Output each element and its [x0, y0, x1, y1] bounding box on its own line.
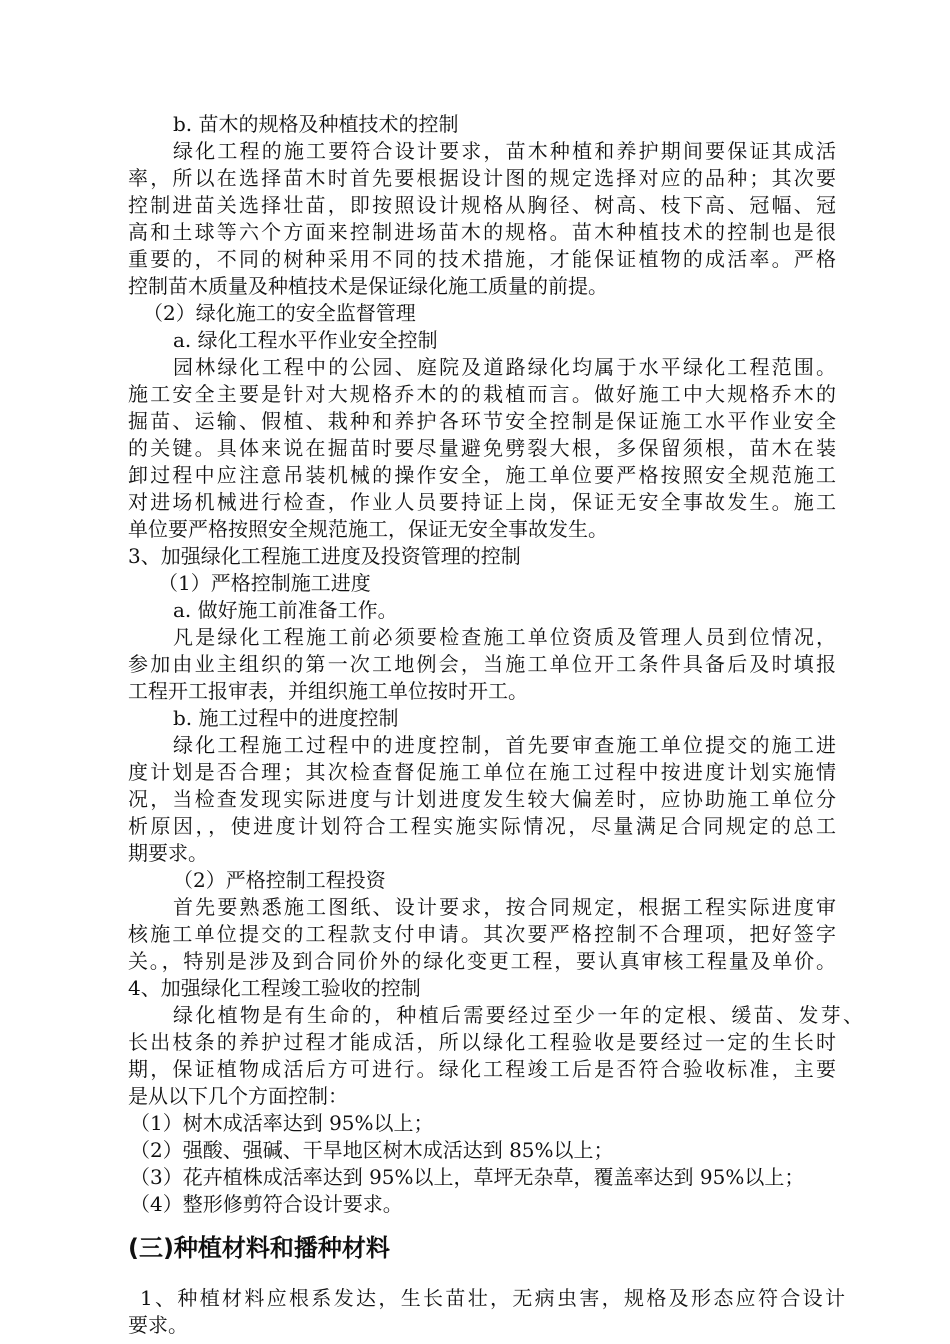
list-item: （4）整形修剪符合设计要求。: [130, 1192, 403, 1216]
paragraph-line: 期要求。: [128, 841, 208, 865]
paragraph-line: 析原因，，使进度计划符合工程实施实际情况，尽量满足合同规定的总工: [128, 814, 836, 838]
paragraph-line: 要求。: [128, 1313, 188, 1337]
paragraph-line: 施工安全主要是针对大规格乔木的的栽植而言。做好施工中大规格乔木的: [128, 382, 836, 406]
paragraph-line: 参加由业主组织的第一次工地例会，当施工单位开工条件具备后及时填报: [128, 652, 836, 676]
list-item: （2）强酸、强碱、干旱地区树木成活达到 85%以上；: [130, 1138, 614, 1162]
subheading-2-safety: （2）绿化施工的安全监督管理: [143, 301, 416, 325]
paragraph-line: 的关键。具体来说在掘苗时要尽量避免劈裂大根，多保留须根，苗木在装: [128, 436, 836, 460]
subheading-a-preparation: a. 做好施工前准备工作。: [173, 598, 398, 622]
paragraph-line: 关。，特别是涉及到合同价外的绿化变更工程，要认真审核工程量及单价。: [128, 949, 836, 973]
paragraph-line: 高和土球等六个方面来控制进场苗木的规格。苗木种植技术的控制也是很: [128, 220, 836, 244]
paragraph-line: 首先要熟悉施工图纸、设计要求，按合同规定，根据工程实际进度审: [173, 895, 836, 919]
list-item: （3）花卉植株成活率达到 95%以上，草坪无杂草，覆盖率达到 95%以上；: [130, 1165, 805, 1189]
paragraph-line: 园林绿化工程中的公园、庭院及道路绿化均属于水平绿化工程范围。: [173, 355, 836, 379]
paragraph-line: 控制苗木质量及种植技术是保证绿化施工质量的前提。: [128, 274, 608, 298]
paragraph-line: 掘苗、运输、假植、栽种和养护各环节安全控制是保证施工水平作业安全: [128, 409, 836, 433]
paragraph-line: 1、种植材料应根系发达，生长苗壮，无病虫害，规格及形态应符合设计: [140, 1286, 845, 1310]
paragraph-line: 是从以下几个方面控制：: [128, 1084, 348, 1108]
paragraph-line: 绿化工程施工过程中的进度控制，首先要审查施工单位提交的施工进: [173, 733, 836, 757]
paragraph-line: 单位要严格按照安全规范施工，保证无安全事故发生。: [128, 517, 608, 541]
section-3-heading: 3、加强绿化工程施工进度及投资管理的控制: [128, 544, 521, 568]
paragraph-line: 期，保证植物成活后方可进行。绿化工程竣工后是否符合验收标准，主要: [128, 1057, 836, 1081]
paragraph-line: 凡是绿化工程施工前必须要检查施工单位资质及管理人员到位情况，: [173, 625, 836, 649]
subheading-b-progress: b. 施工过程中的进度控制: [173, 706, 399, 730]
paragraph-line: 卸过程中应注意吊装机械的操作安全，施工单位要严格按照安全规范施工: [128, 463, 836, 487]
subheading-a-horizontal-safety: a. 绿化工程水平作业安全控制: [173, 328, 438, 352]
list-item: （1）树木成活率达到 95%以上；: [130, 1111, 434, 1135]
paragraph-line: 率，所以在选择苗木时首先要根据设计图的规定选择对应的品种；其次要: [128, 166, 836, 190]
subheading-2-investment: （2）严格控制工程投资: [173, 868, 386, 892]
paragraph-line: 绿化工程的施工要符合设计要求，苗木种植和养护期间要保证其成活: [173, 139, 836, 163]
subheading-b-seedling-spec: b. 苗木的规格及种植技术的控制: [173, 112, 459, 136]
paragraph-line: 绿化植物是有生命的，种植后需要经过至少一年的定根、缓苗、发芽、: [173, 1003, 863, 1027]
paragraph-line: 核施工单位提交的工程款支付申请。其次要严格控制不合理项，把好签字: [128, 922, 836, 946]
paragraph-line: 控制进苗关选择壮苗，即按照设计规格从胸径、树高、枝下高、冠幅、冠: [128, 193, 836, 217]
subheading-1-schedule: （1）严格控制施工进度: [158, 571, 371, 595]
paragraph-line: 对进场机械进行检查，作业人员要持证上岗，保证无安全事故发生。施工: [128, 490, 836, 514]
paragraph-line: 重要的，不同的树种采用不同的技术措施，才能保证植物的成活率。严格: [128, 247, 836, 271]
paragraph-line: 长出枝条的养护过程才能成活，所以绿化工程验收是要经过一定的生长时: [128, 1030, 836, 1054]
paragraph-line: 工程开工报审表，并组织施工单位按时开工。: [128, 679, 528, 703]
paragraph-line: 度计划是否合理；其次检查督促施工单位在施工过程中按进度计划实施情: [128, 760, 836, 784]
paragraph-line: 况，当检查发现实际进度与计划进度发生较大偏差时，应协助施工单位分: [128, 787, 836, 811]
section-san-heading: (三)种植材料和播种材料: [128, 1234, 390, 1262]
section-4-heading: 4、加强绿化工程竣工验收的控制: [128, 976, 421, 1000]
